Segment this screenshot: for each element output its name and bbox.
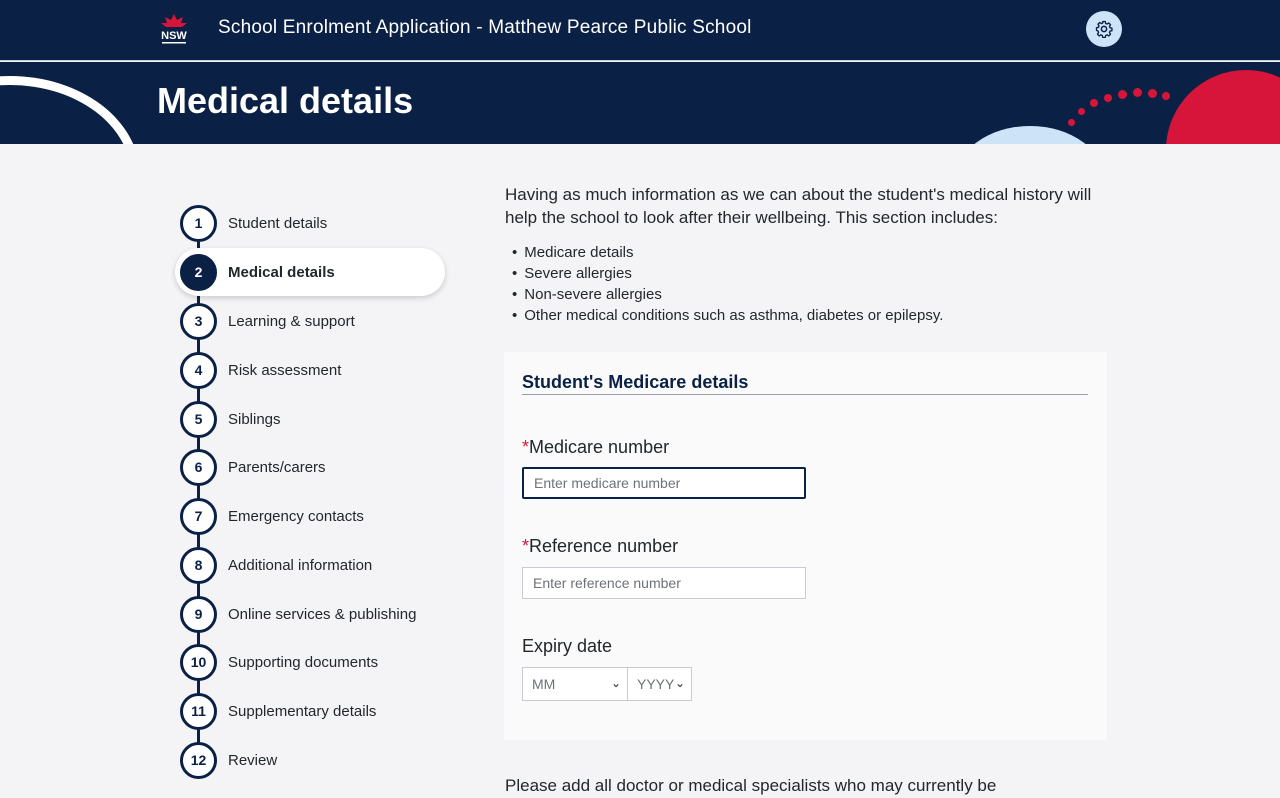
- step-number: 3: [180, 303, 217, 340]
- medicare-section-title: Student's Medicare details: [522, 372, 749, 392]
- banner-dot: [1162, 92, 1170, 100]
- medicare-number-label: [522, 437, 669, 458]
- expiry-year-select[interactable]: [627, 667, 692, 701]
- required-mark: *: [522, 536, 530, 556]
- required-mark: *: [522, 437, 530, 457]
- step-supplementary-details[interactable]: [175, 687, 445, 735]
- banner-decoration-arc: [0, 76, 140, 144]
- banner-decoration-red: [1166, 70, 1280, 144]
- banner-dot: [1148, 89, 1157, 98]
- chevron-down-icon: ⌄: [674, 676, 685, 690]
- month-placeholder: MM: [532, 676, 556, 692]
- banner-dot: [1090, 99, 1098, 107]
- list-item: • Severe allergies: [512, 263, 943, 284]
- reference-number-input[interactable]: [522, 567, 806, 599]
- reference-number-label-text: Reference number: [529, 536, 679, 556]
- step-label: Medical details: [228, 263, 335, 281]
- step-number: 10: [180, 644, 217, 681]
- step-medical-details[interactable]: [175, 248, 445, 296]
- list-item: • Other medical conditions such as asthma, diabetes or epilepsy.: [512, 305, 943, 326]
- step-label: Supplementary details: [228, 702, 377, 720]
- banner-dot: [1104, 94, 1112, 102]
- expiry-month-select[interactable]: [522, 667, 628, 701]
- nsw-logo: [158, 12, 190, 46]
- step-parents-carers[interactable]: [175, 443, 445, 491]
- step-label: Parents/carers: [228, 458, 326, 476]
- step-number: 12: [180, 742, 217, 779]
- app-title: School Enrolment Application - Matthew Pearce Public School: [218, 17, 752, 38]
- step-label: Online services & publishing: [228, 605, 417, 623]
- year-placeholder: YYYY: [637, 676, 675, 692]
- step-number: 7: [180, 498, 217, 535]
- step-label: Risk assessment: [228, 361, 342, 379]
- step-label: Learning & support: [228, 312, 355, 330]
- step-number: 5: [180, 401, 217, 438]
- step-number: 6: [180, 449, 217, 486]
- step-label: Emergency contacts: [228, 507, 364, 525]
- gear-icon: [1095, 20, 1113, 38]
- reference-number-label: [522, 536, 678, 557]
- step-label: Review: [228, 751, 278, 769]
- banner-dot: [1118, 90, 1127, 99]
- step-student-details[interactable]: [175, 199, 445, 247]
- step-siblings[interactable]: [175, 395, 445, 443]
- step-label: Student details: [228, 214, 328, 232]
- doctors-intro-text: Please add all doctor or medical specialists who may currently be: [505, 776, 997, 795]
- step-number: 4: [180, 352, 217, 389]
- step-number: 11: [180, 693, 217, 730]
- step-number: 8: [180, 547, 217, 584]
- top-bar: [0, 0, 1280, 61]
- step-label: Additional information: [228, 556, 373, 574]
- step-supporting-documents[interactable]: [175, 638, 445, 686]
- step-learning-support[interactable]: [175, 297, 445, 345]
- step-online-services[interactable]: [175, 590, 445, 638]
- medicare-details-card: [504, 352, 1107, 740]
- step-risk-assessment[interactable]: [175, 346, 445, 394]
- list-item: • Non-severe allergies: [512, 284, 943, 305]
- step-additional-information[interactable]: [175, 541, 445, 589]
- step-label: Supporting documents: [228, 653, 379, 671]
- chevron-down-icon: ⌄: [610, 676, 621, 690]
- step-label: Siblings: [228, 410, 281, 428]
- step-emergency-contacts[interactable]: [175, 492, 445, 540]
- banner-dot: [1133, 88, 1142, 97]
- intro-list: [512, 242, 943, 326]
- step-number: 9: [180, 596, 217, 633]
- expiry-date-label: Expiry date: [522, 636, 613, 656]
- step-number: 2: [180, 254, 217, 291]
- intro-text: Having as much information as we can about the student's medical history will help the school to look after their wellbeing. This section includes:: [505, 185, 1092, 227]
- page-banner: [0, 62, 1280, 144]
- logo-text: NSW: [161, 30, 187, 42]
- medicare-number-label-text: Medicare number: [529, 437, 670, 457]
- step-review[interactable]: [175, 736, 445, 784]
- banner-dot: [1078, 108, 1085, 115]
- banner-decoration-blue: [955, 126, 1105, 144]
- page-title: Medical details: [157, 80, 414, 121]
- list-item: • Medicare details: [512, 242, 943, 263]
- section-divider: [522, 394, 1088, 395]
- settings-button[interactable]: [1086, 11, 1122, 47]
- step-number: 1: [180, 205, 217, 242]
- banner-dot: [1068, 119, 1075, 126]
- medicare-number-input[interactable]: [522, 467, 806, 499]
